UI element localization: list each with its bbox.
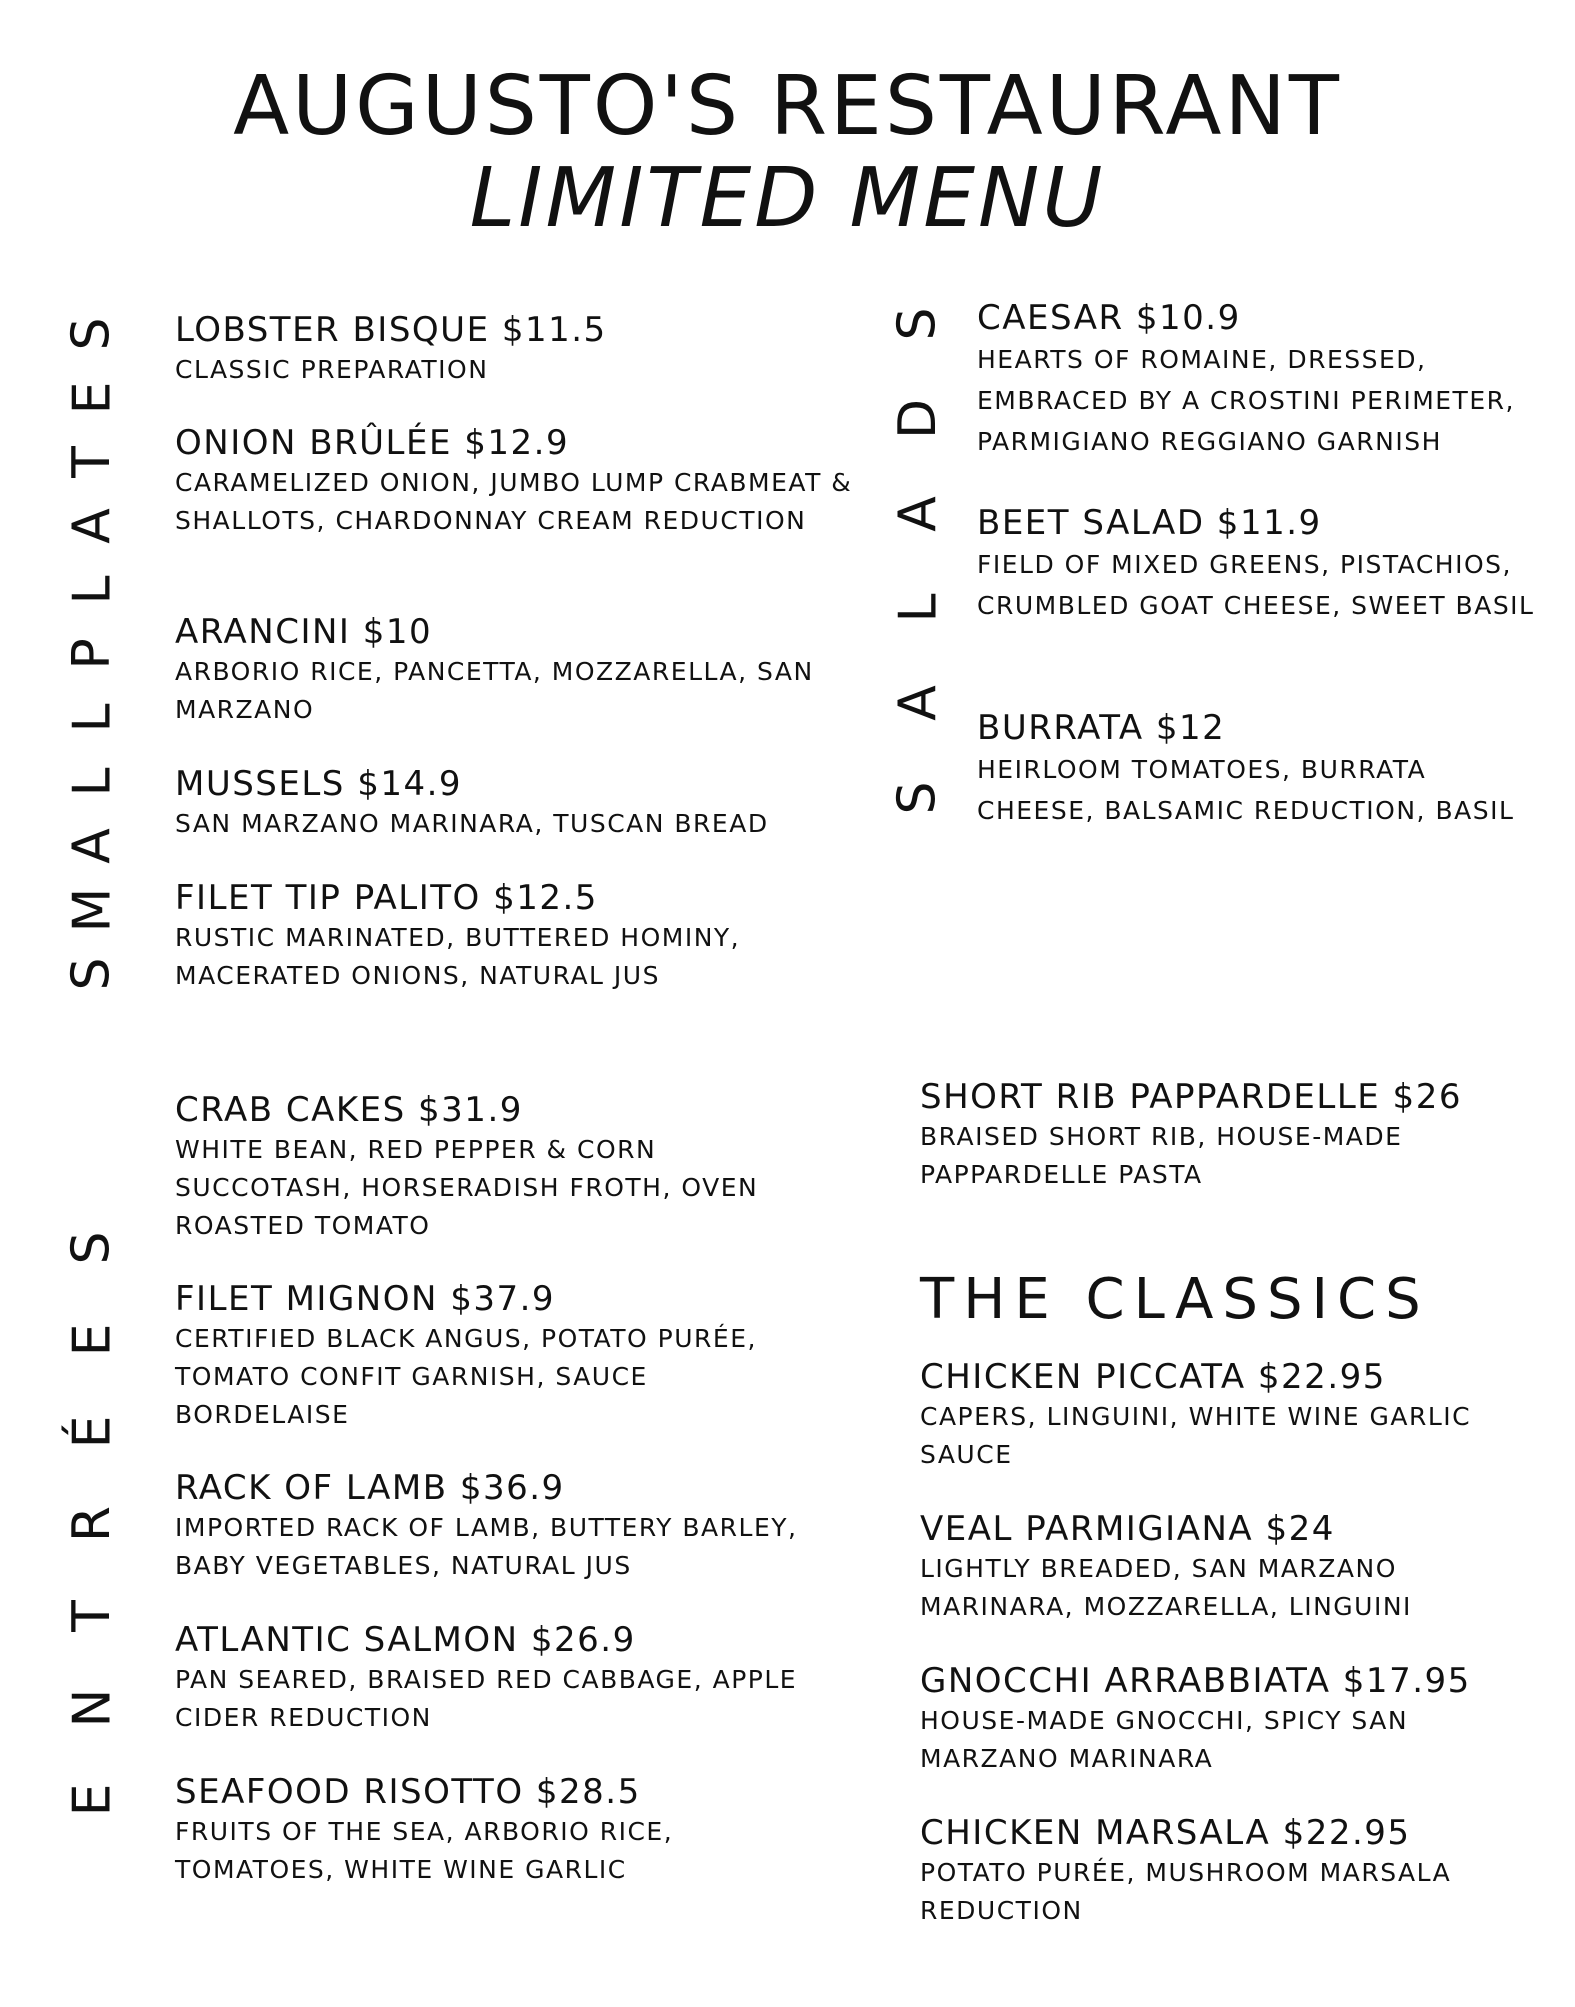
label-letter: A <box>887 685 948 721</box>
menu-item <box>175 764 875 843</box>
menu-item-description: CARAMELIZED ONION, JUMBO LUMP CRABMEAT & SHALLOTS, CHARDONNAY CREAM REDUCTION <box>175 467 853 535</box>
menu-item <box>175 310 875 389</box>
menu-item-title: BURRATA $12 <box>977 708 1226 748</box>
label-letter: S <box>887 781 948 815</box>
menu-item-title: FILET TIP PALITO $12.5 <box>175 878 598 918</box>
menu-item-title: CHICKEN MARSALA $22.95 <box>920 1813 1411 1853</box>
section-label-entrees <box>57 1222 127 1826</box>
menu-item-description: CLASSIC PREPARATION <box>175 354 489 384</box>
label-letter: L <box>61 575 122 605</box>
menu-item-description: PAN SEARED, BRAISED RED CABBAGE, APPLE CIDER REDUCTION <box>175 1664 798 1732</box>
label-letter: A <box>887 495 948 532</box>
menu-item-title: FILET MIGNON $37.9 <box>175 1279 556 1319</box>
label-letter: E <box>61 1323 122 1357</box>
label-letter: S <box>887 307 948 341</box>
label-letter: L <box>61 767 122 797</box>
section-label-small-plates <box>57 308 127 1000</box>
menu-item-description: HEIRLOOM TOMATOES, BURRATA CHEESE, BALSAMIC REDUCTION, BASIL <box>977 754 1515 825</box>
label-letter: S <box>61 317 122 351</box>
menu-item <box>920 1661 1480 1778</box>
menu-item-title: GNOCCHI ARRABBIATA $17.95 <box>920 1661 1471 1701</box>
menu-item <box>175 1090 815 1245</box>
menu-item-description: ARBORIO RICE, PANCETTA, MOZZARELLA, SAN MARZANO <box>175 656 814 724</box>
restaurant-title: AUGUSTO'S RESTAURANT <box>233 59 1342 154</box>
menu-item <box>977 503 1537 626</box>
menu-item-description: HOUSE-MADE GNOCCHI, SPICY SAN MARZANO MARINARA <box>920 1705 1409 1773</box>
menu-item-description: CERTIFIED BLACK ANGUS, POTATO PURÉE, TOMATO CONFIT GARNISH, SAUCE BORDELAISE <box>175 1323 757 1429</box>
menu-item-title: MUSSELS $14.9 <box>175 764 463 804</box>
label-letter: A <box>61 508 122 544</box>
label-letter: N <box>62 1688 122 1728</box>
menu-item <box>920 1509 1480 1626</box>
menu-item-title: RACK OF LAMB $36.9 <box>175 1468 565 1508</box>
menu-item-description: FIELD OF MIXED GREENS, PISTACHIOS, CRUMBLED GOAT CHEESE, SWEET BASIL <box>977 549 1535 620</box>
label-letter: L <box>887 593 948 623</box>
entrees-list <box>175 1090 875 1900</box>
menu-item <box>920 1813 1520 1930</box>
label-letter: E <box>61 1783 122 1817</box>
menu-item <box>977 298 1567 462</box>
menu-item-description: RUSTIC MARINATED, BUTTERED HOMINY, MACERATED ONIONS, NATURAL JUS <box>175 922 741 990</box>
small-plates-list <box>175 310 875 1000</box>
menu-item-title: SHORT RIB PAPPARDELLE $26 <box>920 1077 1462 1117</box>
label-letter: E <box>61 381 122 415</box>
menu-item <box>175 612 875 729</box>
menu-item <box>175 1279 815 1434</box>
menu-item <box>977 708 1537 831</box>
classics-heading: THE CLASSICS <box>920 1267 1430 1332</box>
label-letter: S <box>61 1231 122 1265</box>
menu-item-description: POTATO PURÉE, MUSHROOM MARSALA REDUCTION <box>920 1857 1452 1925</box>
menu-item <box>920 1077 1480 1194</box>
menu-item-description: IMPORTED RACK OF LAMB, BUTTERY BARLEY, BABY VEGETABLES, NATURAL JUS <box>175 1512 798 1580</box>
label-letter: R <box>61 1505 122 1543</box>
label-letter: S <box>61 957 122 991</box>
label-letter: T <box>61 1600 122 1632</box>
label-letter: P <box>61 638 122 670</box>
menu-item-title: CAESAR $10.9 <box>977 298 1241 338</box>
menu-item <box>920 1357 1530 1474</box>
menu-item <box>175 1468 875 1585</box>
label-letter: A <box>61 828 122 864</box>
classics-list <box>920 1357 1530 1937</box>
menu-item-title: SEAFOOD RISOTTO $28.5 <box>175 1772 641 1812</box>
menu-item-description: BRAISED SHORT RIB, HOUSE-MADE PAPPARDELLE PASTA <box>920 1121 1403 1189</box>
section-label-salads <box>883 298 953 824</box>
menu-item-description: CAPERS, LINGUINI, WHITE WINE GARLIC SAUCE <box>920 1401 1472 1469</box>
menu-item-description: LIGHTLY BREADED, SAN MARZANO MARINARA, MOZZARELLA, LINGUINI <box>920 1553 1412 1621</box>
menu-item-description: SAN MARZANO MARINARA, TUSCAN BREAD <box>175 808 769 838</box>
menu-item-title: CRAB CAKES $31.9 <box>175 1090 523 1130</box>
menu-item-title: ARANCINI $10 <box>175 612 433 652</box>
label-letter: D <box>887 398 948 439</box>
label-letter: É <box>61 1415 122 1449</box>
menu-item-title: ATLANTIC SALMON $26.9 <box>175 1620 636 1660</box>
menu-item-description: WHITE BEAN, RED PEPPER & CORN SUCCOTASH, HORSERADISH FROTH, OVEN ROASTED TOMATO <box>175 1134 759 1240</box>
menu-item-description: HEARTS OF ROMAINE, DRESSED, EMBRACED BY A CROSTINI PERIMETER, PARMIGIANO REGGIANO GARNISH <box>977 344 1515 456</box>
menu-item-title: BEET SALAD $11.9 <box>977 503 1322 543</box>
menu-item-title: LOBSTER BISQUE $11.5 <box>175 310 607 350</box>
menu-item <box>175 423 875 540</box>
menu-item <box>175 878 815 995</box>
menu-item-title: CHICKEN PICCATA $22.95 <box>920 1357 1386 1397</box>
label-letter: L <box>61 703 122 733</box>
menu-subtitle: LIMITED MENU <box>469 151 1106 246</box>
short-rib-block <box>920 1077 1480 1202</box>
salads-list <box>977 298 1567 838</box>
label-letter: T <box>61 446 122 478</box>
menu-item-title: ONION BRÛLÉE $12.9 <box>175 423 570 463</box>
label-letter: M <box>62 887 122 933</box>
menu-item-description: FRUITS OF THE SEA, ARBORIO RICE, TOMATOES, WHITE WINE GARLIC <box>175 1816 674 1884</box>
menu-item <box>175 1772 815 1889</box>
menu-item-title: VEAL PARMIGIANA $24 <box>920 1509 1335 1549</box>
menu-item <box>175 1620 875 1737</box>
